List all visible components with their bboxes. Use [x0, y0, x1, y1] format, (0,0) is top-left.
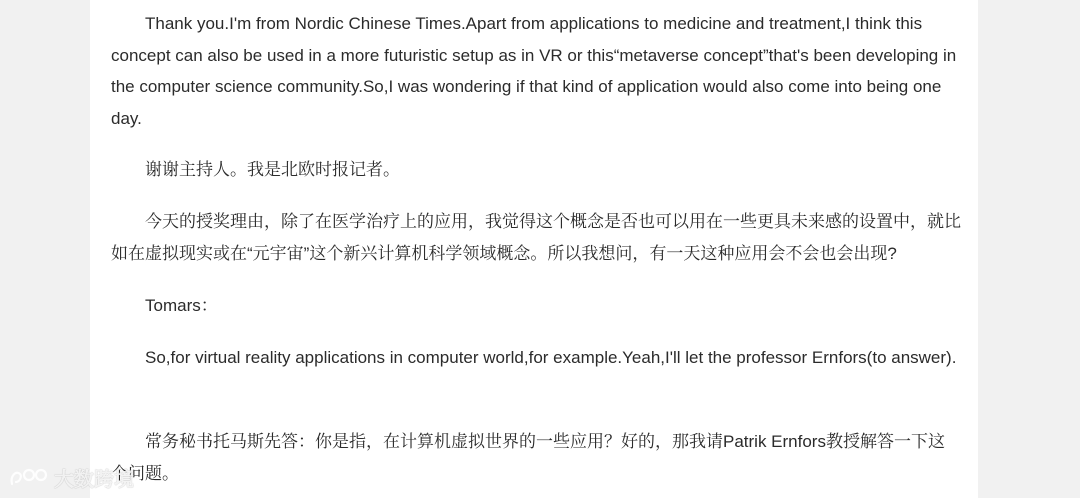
paragraph-question-english: Thank you.I'm from Nordic Chinese Times.Apart from applications to medicine and treatment,I think this concept can also be used in a more futuristic setup as in VR or this“metaverse concept”that's been developing in the computer science community.So,I was wondering if that kind of application would also come into being one day. [111, 14, 957, 128]
document-page [90, 0, 978, 498]
paragraph-greeting-chinese: 谢谢主持人。我是北欧时报记者。 [145, 160, 400, 179]
brand-logo-icon [8, 464, 50, 490]
watermark-text: 大数跨境 [54, 466, 134, 491]
speaker-label: Tomars： [145, 296, 218, 315]
paragraph-answer-chinese: 常务秘书托马斯先答：你是指，在计算机虚拟世界的一些应用？好的，那我请Patrik Ernfors教授解答一下这个问题。 [111, 432, 945, 483]
paragraph-answer-english: So,for virtual reality applications in computer world,for example.Yeah,I'll let the professor Ernfors(to answer). [145, 348, 957, 367]
watermark [8, 462, 134, 492]
paragraph-question-chinese: 今天的授奖理由，除了在医学治疗上的应用，我觉得这个概念是否也可以用在一些更具未来感的设置中，就比如在虚拟现实或在“元宇宙”这个新兴计算机科学领域概念。所以我想问，有一天这种应用会不会也会出现? [111, 212, 961, 263]
